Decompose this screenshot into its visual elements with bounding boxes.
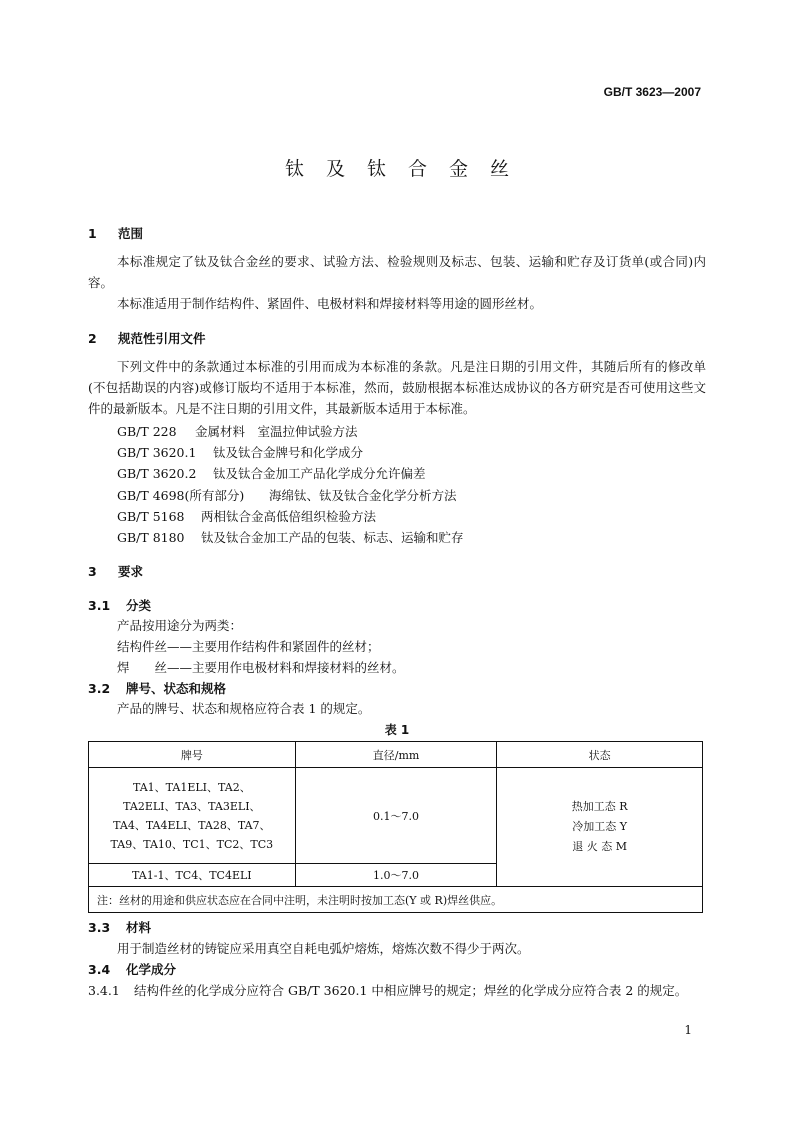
section-number: 3.4 — [88, 962, 111, 977]
header-grade: 牌号 — [89, 742, 296, 768]
reference-code: GB/T 228 — [117, 424, 177, 439]
standard-code: GB/T 3623—2007 — [603, 85, 701, 99]
page-number: 1 — [684, 1023, 692, 1037]
section-number: 3.2 — [88, 681, 111, 696]
section-3-heading — [88, 562, 143, 580]
section-number: 3 — [88, 564, 97, 579]
section-3-4-heading — [88, 960, 176, 978]
section-2-paragraph-1: 下列文件中的条款通过本标准的引用而成为本标准的条款。凡是注日期的引用文件，其随后所有的修改单(不包括勘误的内容)或修订版均不适用于本标准，然而，鼓励根据本标准达成协议的各方研究是否可使用这些文件的最新版本。凡是不注日期的引用文件，其最新版本适用于本标准。 — [88, 359, 706, 416]
reference-item — [117, 528, 464, 546]
section-1-heading — [88, 224, 143, 242]
section-3-1-heading — [88, 596, 151, 614]
section-1-paragraph-1: 本标准规定了钛及钛合金丝的要求、试验方法、检验规则及标志、包装、运输和贮存及订货单(或合同)内容。 — [88, 254, 706, 290]
state-cell — [497, 768, 703, 887]
reference-item — [117, 443, 363, 461]
section-1-paragraph-2: 本标准适用于制作结构件、紧固件、电极材料和焊接材料等用途的圆形丝材。 — [117, 296, 543, 311]
header-diameter: 直径/mm — [295, 742, 497, 768]
material-paragraph: 用于制造丝材的铸锭应采用真空自耗电弧炉熔炼，熔炼次数不得少于两次。 — [117, 941, 530, 956]
state-line: 热加工态 R — [571, 800, 628, 813]
section-3-3-heading — [88, 918, 151, 936]
reference-code: GB/T 4698(所有部分) — [117, 488, 245, 503]
table-note: 注：丝材的用途和供应状态应在合同中注明，未注明时按加工态(Y 或 R)焊丝供应。 — [89, 887, 703, 913]
diameter-cell: 1.0～7.0 — [295, 864, 497, 887]
section-number: 3.1 — [88, 598, 111, 613]
clause-number: 3.4.1 — [88, 983, 120, 998]
reference-name: 钛及钛合金加工产品化学成分允许偏差 — [213, 466, 426, 481]
section-number: 1 — [88, 226, 97, 241]
section-2-heading — [88, 329, 206, 347]
clause-text: 结构件丝的化学成分应符合 GB/T 3620.1 中相应牌号的规定；焊丝的化学成分应符合表 2 的规定。 — [134, 983, 688, 998]
reference-name: 钛及钛合金加工产品的包装、标志、运输和贮存 — [201, 530, 464, 545]
table-row — [89, 768, 703, 864]
reference-code: GB/T 3620.2 — [117, 466, 197, 481]
reference-item — [117, 507, 376, 525]
state-line: 退 火 态 M — [572, 840, 628, 853]
table-1-caption: 表 1 — [384, 723, 410, 737]
grade-cell — [89, 768, 296, 864]
reference-code: GB/T 5168 — [117, 509, 185, 524]
section-number: 2 — [88, 331, 97, 346]
section-title: 范围 — [118, 226, 144, 241]
reference-name: 两相钛合金高低倍组织检验方法 — [201, 509, 377, 524]
reference-item — [117, 422, 358, 440]
reference-name: 钛及钛合金牌号和化学成分 — [213, 445, 364, 460]
classification-intro: 产品按用途分为两类： — [117, 618, 243, 633]
section-title: 牌号、状态和规格 — [126, 681, 227, 696]
section-3-2-heading — [88, 679, 226, 697]
reference-name: 金属材料 室温拉伸试验方法 — [195, 424, 358, 439]
section-title: 规范性引用文件 — [118, 331, 206, 346]
classification-item-1: 结构件丝——主要用作结构件和紧固件的丝材； — [117, 639, 380, 654]
grade-line: TA1、TA1ELI、TA2、 — [132, 780, 251, 794]
grade-line: TA9、TA10、TC1、TC2、TC3 — [110, 837, 274, 851]
diameter-cell: 0.1～7.0 — [295, 768, 497, 864]
reference-item — [117, 486, 457, 504]
reference-code: GB/T 8180 — [117, 530, 185, 545]
grade-line: TA2ELI、TA3、TA3ELI、 — [123, 799, 261, 813]
table-1 — [88, 741, 703, 913]
section-title: 要求 — [118, 564, 144, 579]
section-3-4-1-paragraph — [88, 980, 706, 1001]
table-intro: 产品的牌号、状态和规格应符合表 1 的规定。 — [117, 701, 371, 716]
section-title: 材料 — [126, 920, 152, 935]
grade-line: TA4、TA4ELI、TA28、TA7、 — [113, 818, 271, 832]
document-title: 钛及钛合金丝 — [284, 158, 531, 180]
grade-cell: TA1-1、TC4、TC4ELI — [89, 864, 296, 887]
table-header-row — [89, 742, 703, 768]
reference-item — [117, 464, 426, 482]
state-line: 冷加工态 Y — [572, 820, 628, 833]
reference-code: GB/T 3620.1 — [117, 445, 197, 460]
section-title: 化学成分 — [126, 962, 177, 977]
table-note-row — [89, 887, 703, 913]
section-title: 分类 — [126, 598, 152, 613]
section-number: 3.3 — [88, 920, 111, 935]
classification-item-2: 焊 丝——主要用作电极材料和焊接材料的丝材。 — [117, 660, 405, 675]
reference-name: 海绵钛、钛及钛合金化学分析方法 — [269, 488, 457, 503]
header-state: 状态 — [497, 742, 703, 768]
